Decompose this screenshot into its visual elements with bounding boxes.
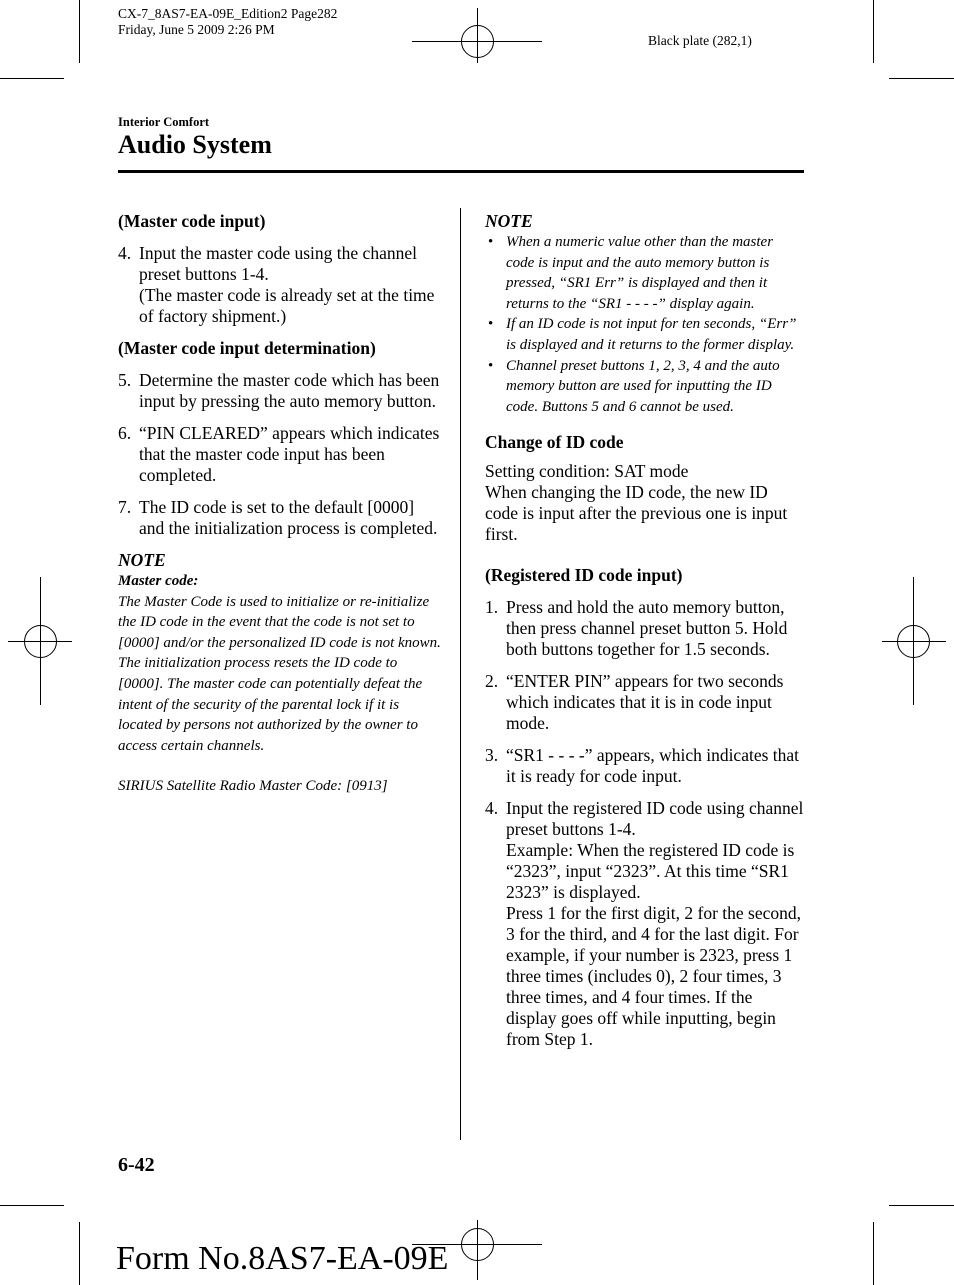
step-5 (118, 370, 442, 412)
step-2 (485, 671, 805, 734)
step-text: Input the master code using the channel preset buttons 1-4. (139, 243, 417, 284)
page-number: 6-42 (118, 1154, 155, 1176)
step-6 (118, 423, 442, 486)
step-number: 2. (485, 671, 499, 692)
column-divider (460, 208, 461, 1140)
crop-mark (889, 1205, 954, 1206)
step-number: 3. (485, 745, 499, 766)
step-number: 1. (485, 597, 499, 618)
subheading-change-id-code: Change of ID code (485, 432, 624, 453)
bullet-text: Channel preset buttons 1, 2, 3, 4 and the auto memory button are used for inputting the ID code. Buttons 5 and 6 cannot be used. (506, 357, 780, 415)
note-body: The Master Code is used to initialize or re-initialize the ID code in the event that the code is not set to [0000] and/or the personalized ID code is not known. The initialization process resets the ID code to [0000]. The master code can potentially defeat the intent of the security of the parental lock if it is located by persons not authorized by the owner to access certain channels. (118, 593, 441, 754)
crop-mark (873, 0, 874, 63)
step-number: 7. (118, 497, 132, 517)
note-bullet (485, 232, 805, 314)
step-3 (485, 745, 805, 787)
crop-mark (79, 1222, 80, 1285)
step-text: Determine the master code which has been input by pressing the auto memory button. (139, 370, 440, 411)
note-bullet (485, 314, 805, 355)
bullet-icon: • (488, 316, 494, 333)
right-column (485, 211, 805, 1050)
crop-mark (79, 0, 80, 63)
plate-label: Black plate (282,1) (648, 33, 752, 48)
step-text: “ENTER PIN” appears for two seconds which indicates that it is in code input mode. (506, 671, 784, 734)
step-number: 6. (118, 423, 132, 443)
note-subheading: Master code: (118, 573, 199, 589)
subheading-master-code-input: (Master code input) (118, 211, 266, 231)
master-code-note: SIRIUS Satellite Radio Master Code: [0913] (118, 778, 388, 795)
step-detail: Press 1 for the first digit, 2 for the second, 3 for the third, and 4 for the last digit. For example, if your number is 2323, press 1 three times (includes 0), 2 four times, 3 three times, and 4 four times. If the display goes off while inputting, begin from Step 1. (506, 903, 802, 1050)
bullet-text: If an ID code is not input for ten seconds, “Err” is displayed and it returns to the former display. (506, 316, 797, 353)
step-text: “PIN CLEARED” appears which indicates that the master code input has been completed. (139, 423, 440, 485)
crop-mark (0, 78, 64, 79)
step-number: 5. (118, 370, 132, 390)
step-number: 4. (118, 243, 132, 263)
note-heading: NOTE (118, 550, 166, 570)
step-4 (118, 243, 442, 327)
bullet-icon: • (488, 234, 494, 250)
note-heading: NOTE (485, 211, 533, 231)
section-label: Interior Comfort (118, 115, 210, 129)
step-7 (118, 497, 442, 539)
bullet-icon: • (488, 357, 494, 374)
registration-circle (897, 625, 930, 658)
registration-circle (24, 625, 57, 658)
step-number: 4. (485, 798, 499, 819)
step-4 (485, 798, 805, 1050)
registration-circle (461, 25, 494, 58)
registration-circle (461, 1228, 494, 1261)
bullet-text: When a numeric value other than the master code is input and the auto memory button is pressed, “SR1 Err” is displayed and then it returns to the “SR1 - - - -” display again. (506, 234, 774, 312)
step-example: Example: When the registered ID code is “2323”, input “2323”. At this time “SR1 2323” is displayed. (506, 840, 795, 903)
crop-mark (0, 1205, 64, 1206)
subheading-registered-id-input: (Registered ID code input) (485, 565, 683, 586)
step-text: Press and hold the auto memory button, then press channel preset button 5. Hold both buttons together for 1.5 seconds. (506, 597, 788, 660)
left-column (118, 211, 442, 797)
page-title: Audio System (118, 130, 272, 159)
step-text: Input the registered ID code using channel preset buttons 1-4. (506, 798, 804, 840)
slug-line-1: CX-7_8AS7-EA-09E_Edition2 Page282 (118, 6, 338, 21)
form-number: Form No.8AS7-EA-09E (116, 1240, 449, 1277)
crop-mark (889, 78, 954, 79)
subheading-master-code-determination: (Master code input determination) (118, 338, 376, 358)
setting-condition: Setting condition: SAT mode (485, 461, 689, 482)
step-text: The ID code is set to the default [0000] and the initialization process is completed. (139, 497, 438, 538)
note-bullet (485, 356, 805, 418)
slug-line-2: Friday, June 5 2009 2:26 PM (118, 22, 275, 37)
step-remark: (The master code is already set at the time of factory shipment.) (139, 285, 435, 326)
note-bullet-list (485, 232, 805, 417)
step-1 (485, 597, 805, 660)
title-rule (118, 170, 804, 173)
print-slug (118, 6, 337, 38)
step-text: “SR1 - - - -” appears, which indicates that it is ready for code input. (506, 745, 800, 787)
crop-mark (873, 1222, 874, 1285)
condition-text: When changing the ID code, the new ID code is input after the previous one is input first. (485, 482, 788, 545)
